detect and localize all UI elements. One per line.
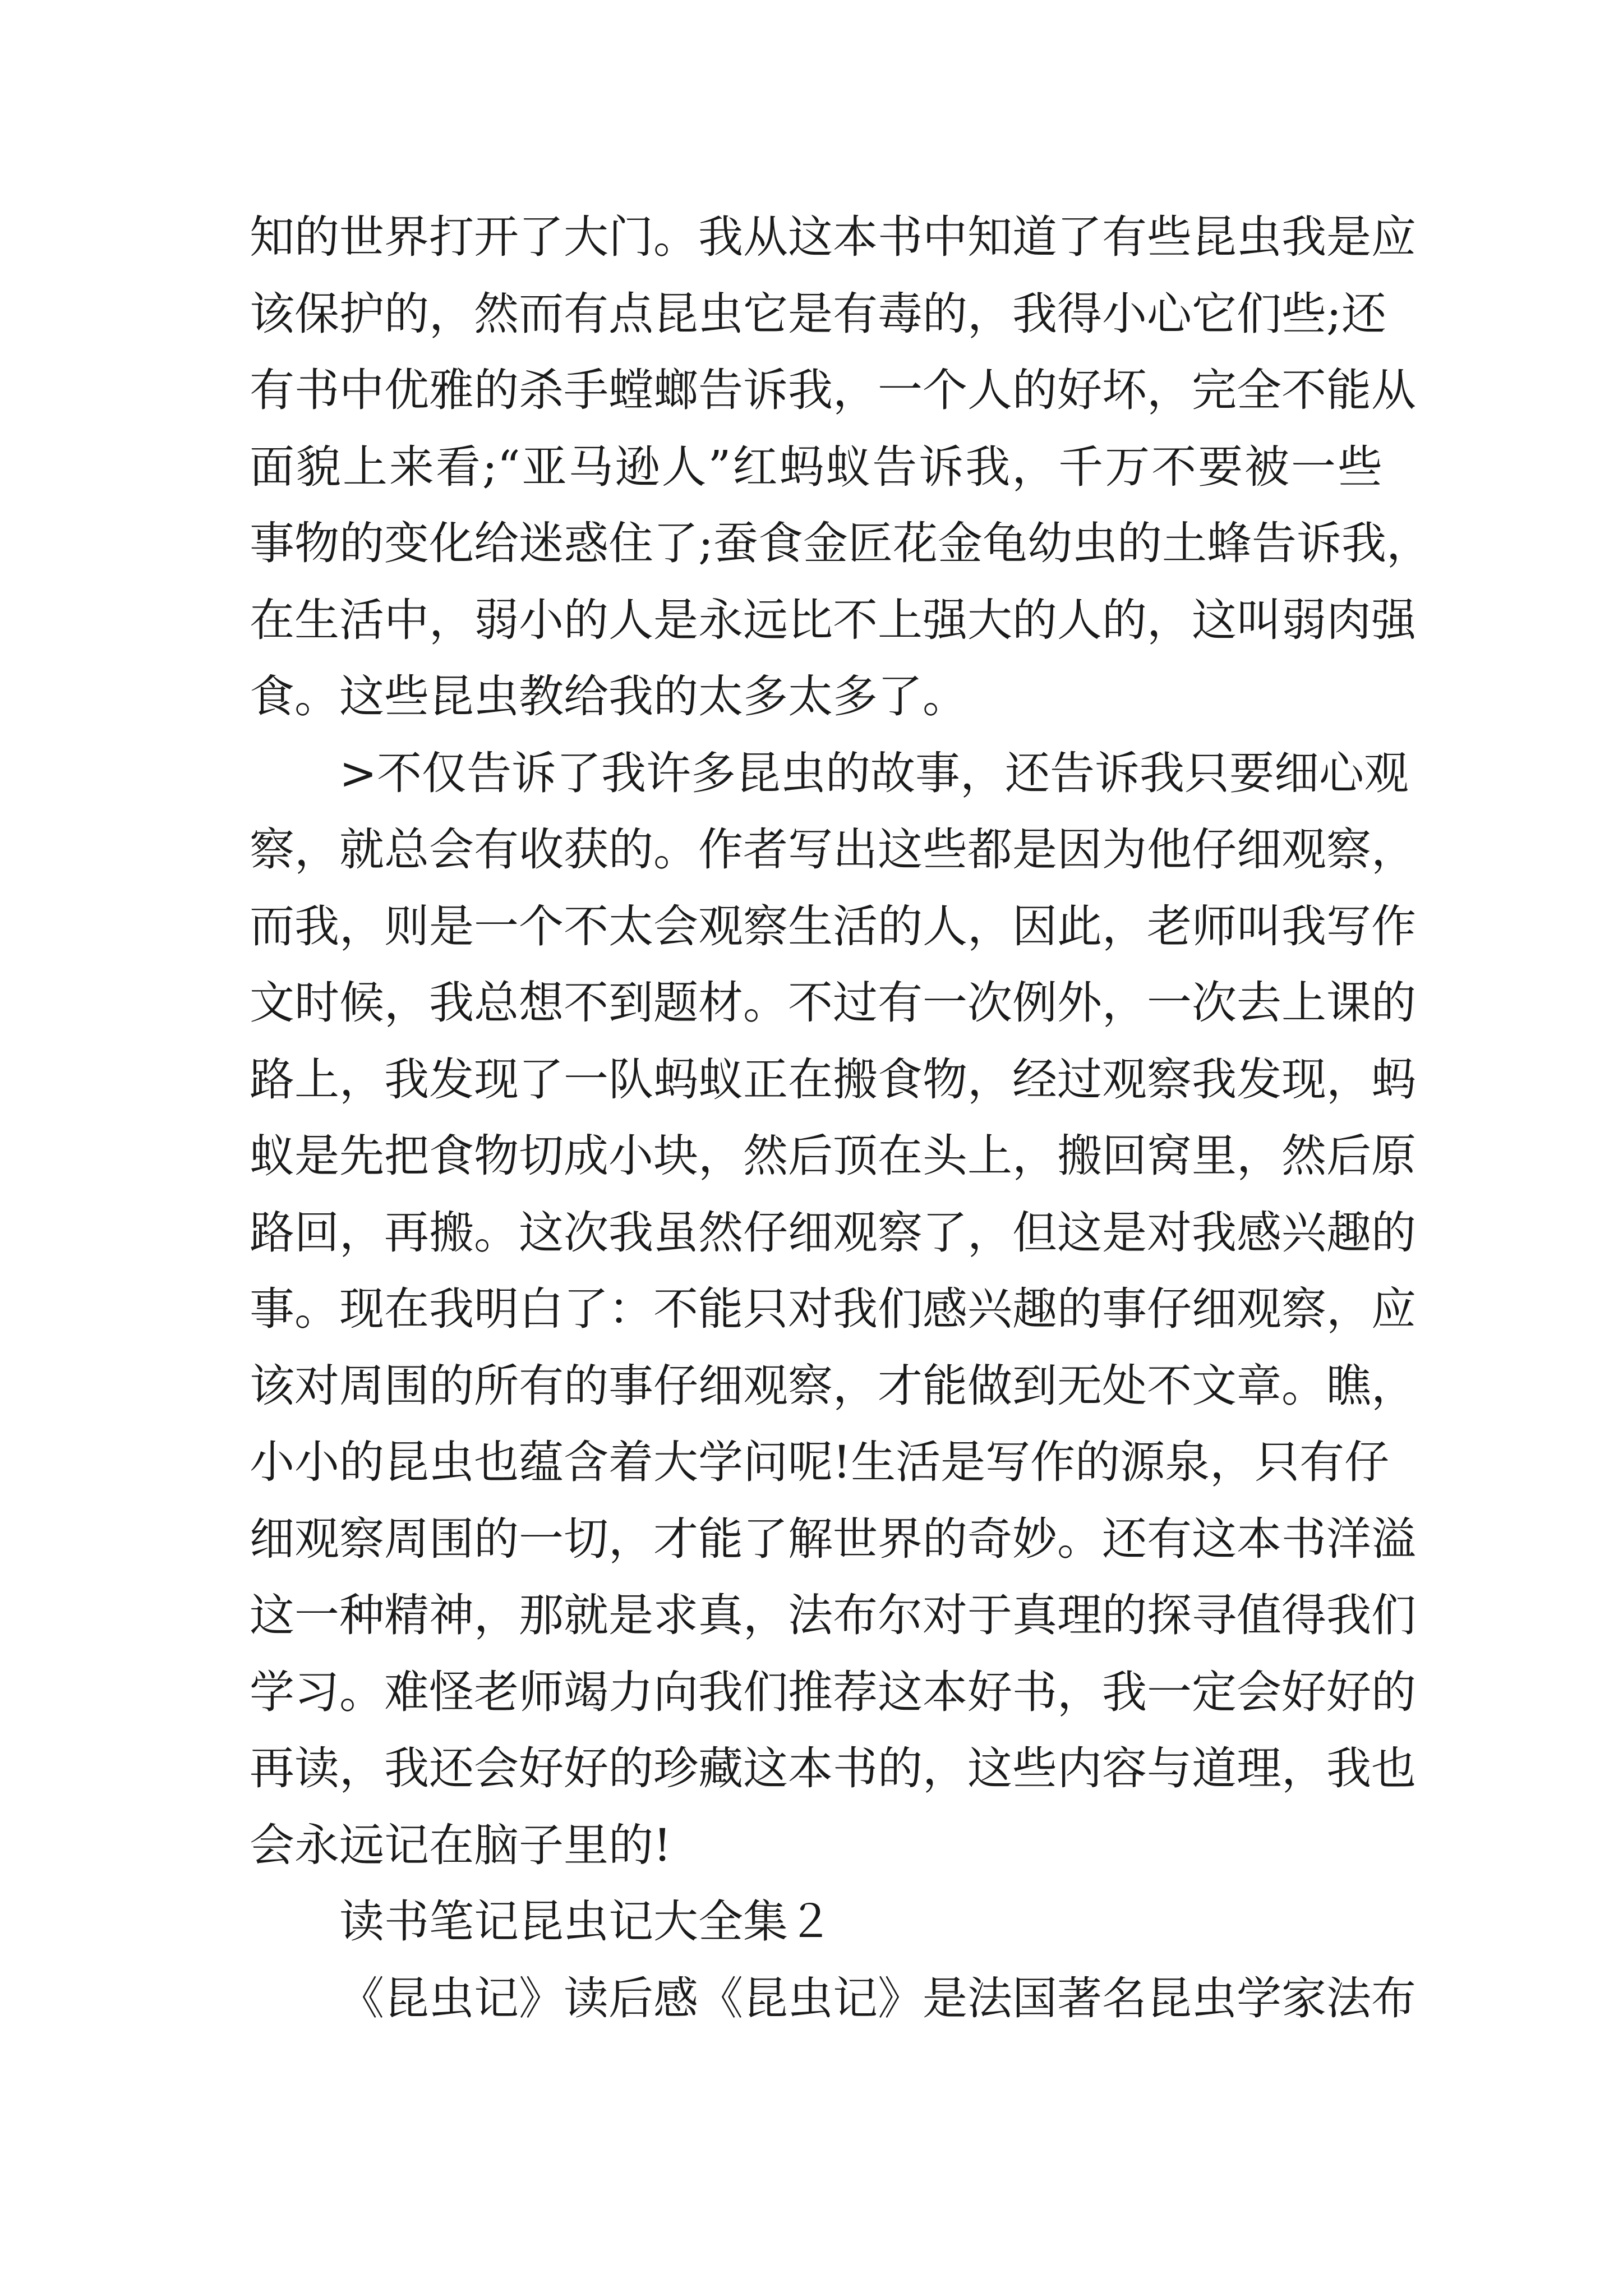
text-line: 学习。难怪老师竭力向我们推荐这本好书，我一定会好好的 xyxy=(250,1665,1416,1718)
text-line: 食。这些昆虫教给我的太多太多了。 xyxy=(250,670,967,723)
text-line: 有书中优雅的杀手螳螂告诉我，一个人的好坏，完全不能从 xyxy=(250,364,1416,416)
text-line: 面貌上来看;“亚马逊人”红蚂蚁告诉我，千万不要被一些 xyxy=(250,440,1382,493)
text-line: 会永远记在脑子里的! xyxy=(250,1819,672,1871)
text-line: 再读，我还会好好的珍藏这本书的，这些内容与道理，我也 xyxy=(250,1742,1416,1795)
document-body xyxy=(250,199,1431,2037)
text-line: 细观察周围的一切，才能了解世界的奇妙。还有这本书洋溢 xyxy=(250,1512,1416,1565)
text-line: 小小的昆虫也蕴含着大学问呢!生活是写作的源泉，只有仔 xyxy=(250,1436,1390,1488)
text-line: 路上，我发现了一队蚂蚁正在搬食物，经过观察我发现，蚂 xyxy=(250,1053,1416,1106)
text-line: 《昆虫记》读后感《昆虫记》是法国著名昆虫学家法布 xyxy=(339,1972,1416,2024)
section-heading xyxy=(250,1884,1382,1961)
text-line: 而我，则是一个不太会观察生活的人，因此，老师叫我写作 xyxy=(250,900,1416,953)
text-line: 文时候，我总想不到题材。不过有一次例外，一次去上课的 xyxy=(250,977,1416,1029)
text-line: 该对周围的所有的事仔细观察，才能做到无处不文章。瞧， xyxy=(250,1359,1416,1412)
text-line: 这一种精神，那就是求真，法布尔对于真理的探寻值得我们 xyxy=(250,1589,1416,1641)
text-line: 察，就总会有收获的。作者写出这些都是因为他仔细观察， xyxy=(250,823,1416,876)
paragraph xyxy=(250,1961,1416,2037)
text-line: 蚁是先把食物切成小块，然后顶在头上，搬回窝里，然后原 xyxy=(250,1130,1416,1182)
text-line: 在生活中，弱小的人是永远比不上强大的人的，这叫弱肉强 xyxy=(250,593,1416,646)
text-line: 该保护的，然而有点昆虫它是有毒的，我得小心它们些;还 xyxy=(250,287,1386,340)
paragraph xyxy=(250,735,1416,1884)
paragraph xyxy=(250,199,1431,735)
text-line: 事。现在我明白了：不能只对我们感兴趣的事仔细观察，应 xyxy=(250,1283,1416,1335)
text-line: 路回，再搬。这次我虽然仔细观察了，但这是对我感兴趣的 xyxy=(250,1206,1416,1259)
text-line: 读书笔记昆虫记大全集２ xyxy=(339,1895,833,1948)
text-line: >不仅告诉了我许多昆虫的故事，还告诉我只要细心观 xyxy=(339,747,1409,799)
text-line: 事物的变化给迷惑住了;蚕食金匠花金龟幼虫的土蜂告诉我， xyxy=(250,517,1431,569)
text-line: 知的世界打开了大门。我从这本书中知道了有些昆虫我是应 xyxy=(250,211,1416,263)
